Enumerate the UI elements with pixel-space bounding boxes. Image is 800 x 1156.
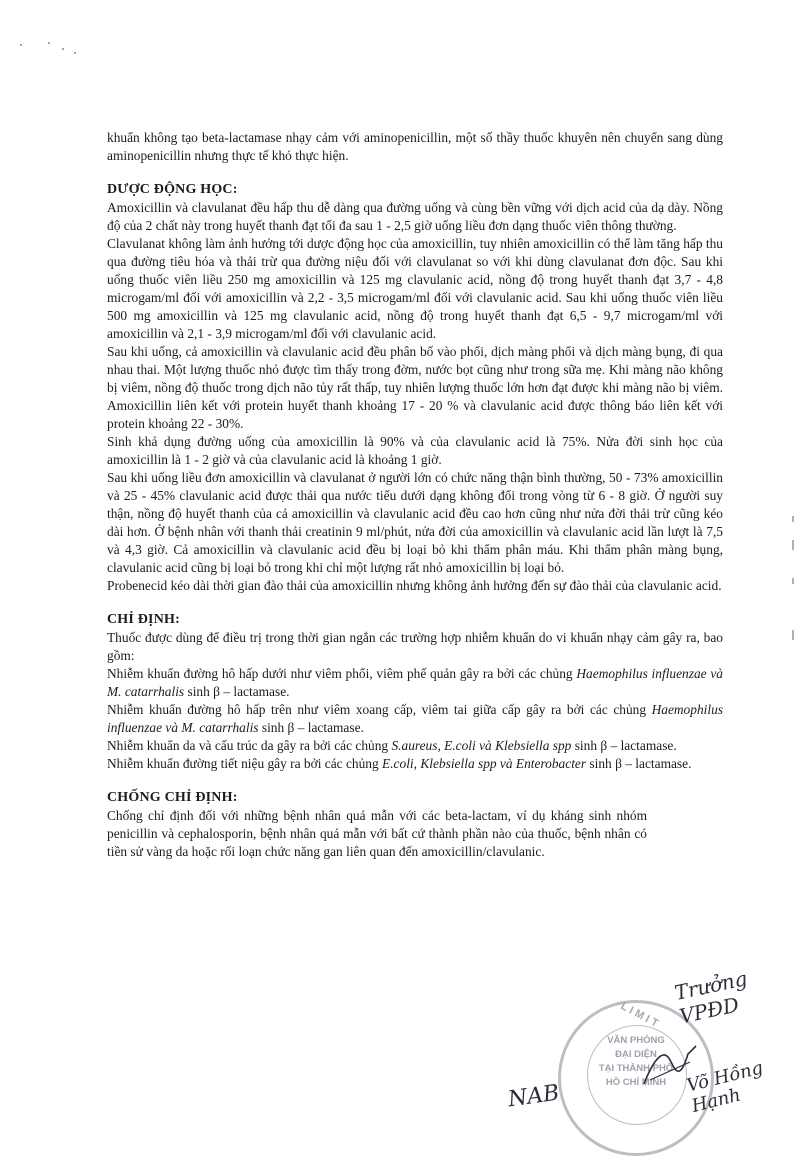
indication-item: [107, 665, 723, 701]
scan-edge-mark: [792, 540, 794, 550]
indication-suffix: sinh β – lactamase.: [184, 684, 290, 699]
contraindications-heading: CHỐNG CHỈ ĐỊNH:: [107, 790, 238, 805]
scan-edge-mark: [792, 630, 794, 640]
pharmacokinetics-heading: DƯỢC ĐỘNG HỌC:: [107, 182, 238, 197]
stamp-line-3: TẠI THÀNH PHỐ: [598, 1063, 674, 1074]
indication-item: [107, 755, 723, 773]
pharmacokinetics-paragraph-5: Sau khi uống liều đơn amoxicillin và clavulanat ở người lớn có chức năng thận bình thường, 50 - 73% amoxicillin và 25 - 45% clavulanic acid được thải qua nước tiểu dưới dạng không đổi trong vòng từ 6 - 8 giờ. Ở người suy thận, nồng độ huyết thanh của cả amoxicillin và clavulanic acid đều cao hơn cũng như nửa đời thải trừ cũng kéo dài hơn. Ở bệnh nhân với thanh thải creatinin 9 ml/phút, nửa đời của amoxicillin và clavulanic acid lần lượt là 7,5 và 4,3 giờ. Cả amoxicillin và clavulanic acid đều bị loại bỏ khi thẩm phân máu. Khi thẩm phân màng bụng, clavulanic acid cũng bị loại bỏ trong khi chỉ một lượng rất nhỏ amoxicillin bị loại bỏ.: [107, 470, 723, 575]
scan-speck: [20, 44, 22, 46]
pharmacokinetics-section: [107, 181, 723, 595]
indication-organisms: E.coli, Klebsiella spp và Enterobacter: [382, 756, 587, 771]
indication-text: Nhiễm khuẩn đường hô hấp trên như viêm xoang cấp, viêm tai giữa cấp gây ra bởi các chủng: [107, 702, 652, 717]
stamp-line-1: VĂN PHÒNG: [607, 1035, 665, 1046]
pharmacokinetics-paragraph-6: Probenecid kéo dài thời gian đào thải của amoxicillin nhưng không ảnh hưởng đến sự đào thải của clavulanic acid.: [107, 578, 722, 593]
signature-name: Võ Hồng Hạnh: [684, 1057, 766, 1117]
indication-text: Nhiễm khuẩn đường tiết niệu gây ra bởi các chủng: [107, 756, 383, 771]
document-page: [107, 129, 723, 861]
indication-organisms: S.aureus, E.coli và Klebsiella spp: [391, 738, 572, 753]
indication-text: Nhiễm khuẩn đường hô hấp dưới như viêm phổi, viêm phế quản gây ra bởi các chủng: [107, 666, 577, 681]
pharmacokinetics-paragraph-1: Amoxicillin và clavulanat đều hấp thu dễ dàng qua đường uống và cùng bền vững với dịch acid của dạ dày. Nồng độ của 2 chất này trong huyết thanh đạt tối đa sau 1 - 2,5 giờ uống liều đơn dạng thuốc viên thông thường.: [107, 200, 723, 233]
indication-organisms: Haemophilus influenzae và M. catarrhalis: [107, 702, 723, 735]
indications-section: [107, 611, 723, 773]
scan-edge-mark: [792, 578, 794, 584]
scan-speck: [48, 42, 50, 44]
scan-speck: [62, 48, 64, 50]
indications-heading: CHỈ ĐỊNH:: [107, 612, 180, 627]
signature-title: Trưởng VPĐD: [672, 966, 750, 1029]
pharmacokinetics-paragraph-4: Sinh khả dụng đường uống của amoxicillin là 90% và của clavulanic acid là 75%. Nửa đời sinh học của amoxicillin là 1 - 2 giờ và của clavulanic acid là khoảng 1 giờ.: [107, 434, 723, 467]
indication-suffix: sinh β – lactamase.: [586, 756, 692, 771]
contraindications-section: [107, 789, 723, 861]
stamp-line-2: ĐẠI DIỆN: [615, 1049, 657, 1060]
indication-suffix: sinh β – lactamase.: [571, 738, 677, 753]
scan-edge-mark: [792, 516, 794, 522]
contraindications-paragraph: Chống chỉ định đối với những bệnh nhân quá mẫn với các beta-lactam, ví dụ kháng sinh nhóm penicillin và cephalosporin, bệnh nhân quá mẫn với bất cứ thành phần nào của thuốc, bệnh nhân có tiền sử vàng da hoặc rối loạn chức năng gan liên quan đến amoxicillin/clavulanic.: [107, 808, 647, 859]
scan-speck: [74, 52, 76, 54]
indication-text: Nhiễm khuẩn da và cấu trúc da gây ra bởi các chủng: [107, 738, 392, 753]
stamp-arc-text: L I M I T: [618, 1000, 661, 1030]
indication-item: [107, 701, 723, 737]
pharmacokinetics-paragraph-2: Clavulanat không làm ảnh hưởng tới dược động học của amoxicillin, tuy nhiên amoxicillin có thể làm tăng hấp thu qua đường tiêu hóa và thải trừ qua đường niệu đối với clavulanat so với khi dùng clavulanat đơn độc. Sau khi uống thuốc viên liều 250 mg amoxicillin và 125 mg clavulanic acid, nồng độ trong huyết thanh đạt 3,7 - 4,8 microgam/ml đối với amoxicillin và 2,2 - 3,5 microgam/ml đối với clavulanic acid. Sau khi uống thuốc viên liều 500 mg amoxicillin và 125 mg clavulanic acid, nồng độ trong huyết thanh đạt 6,5 - 9,7 microgam/ml với amoxicillin và 2,1 - 3,9 microgam/ml đối với clavulanic acid.: [107, 236, 723, 341]
intro-paragraph: khuẩn không tạo beta-lactamase nhạy cảm với aminopenicillin, một số thầy thuốc khuyên nên chuyển sang dùng aminopenicillin nhưng thực tế khó thực hiện.: [107, 130, 723, 163]
indication-organisms: Haemophilus influenzae và M. catarrhalis: [107, 666, 723, 699]
stamp-line-4: HỒ CHÍ MINH: [605, 1077, 667, 1088]
signature-scribble: [640, 1040, 700, 1090]
indications-intro: Thuốc được dùng để điều trị trong thời gian ngắn các trường hợp nhiễm khuẩn do vi khuẩn nhạy cảm gây ra, bao gồm:: [107, 630, 723, 663]
indication-item: [107, 737, 723, 755]
indication-suffix: sinh β – lactamase.: [258, 720, 364, 735]
pharmacokinetics-paragraph-3: Sau khi uống, cả amoxicillin và clavulanic acid đều phân bố vào phổi, dịch màng phổi và dịch màng bụng, đi qua nhau thai. Một lượng thuốc nhỏ được tìm thấy trong đờm, nước bọt cũng như trong sữa mẹ. Khi màng não không bị viêm, nồng độ thuốc trong dịch não tủy rất thấp, tuy nhiên lượng thuốc lớn hơn đạt được khi màng não bị viêm. Amoxicillin liên kết với protein huyết thanh khoảng 17 - 20 % và clavulanic acid được thông báo liên kết với protein khoảng 22 - 30%.: [107, 344, 723, 431]
signature-initials: NAB: [506, 1080, 561, 1113]
